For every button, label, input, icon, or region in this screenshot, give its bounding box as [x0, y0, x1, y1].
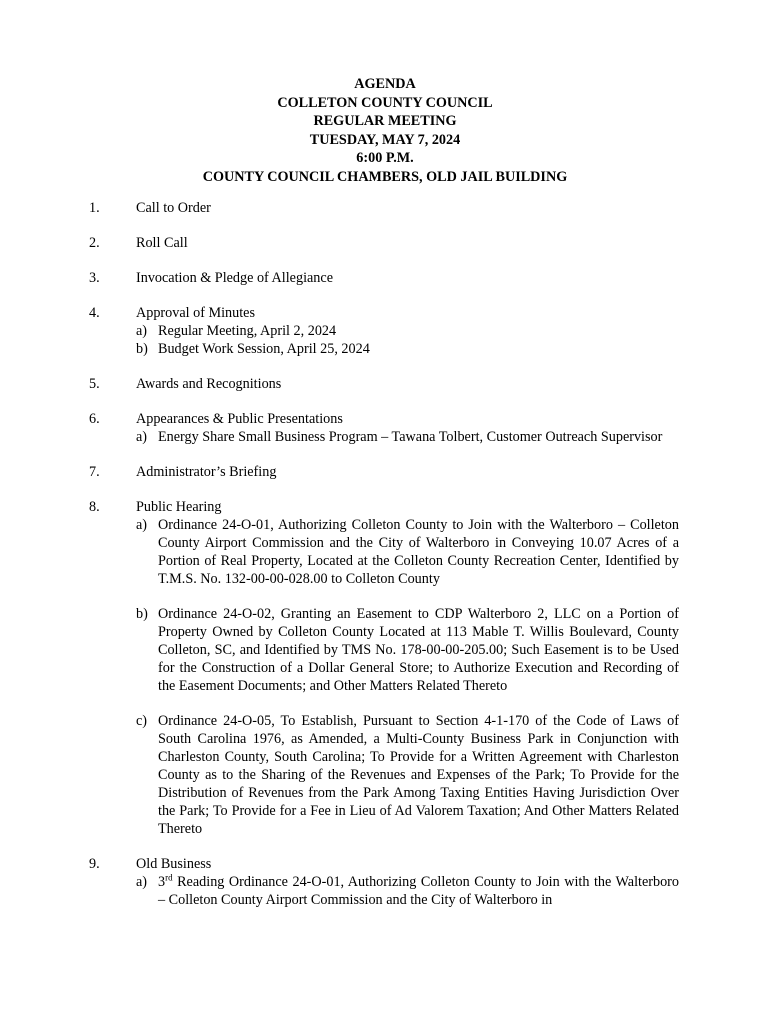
header-meeting-type: REGULAR MEETING [313, 113, 457, 129]
sub-item-letter: a) [136, 429, 148, 445]
sub-item-letter: a) [136, 874, 148, 890]
item-number: 3. [89, 270, 100, 286]
agenda-item-5 [0, 375, 770, 393]
agenda-item-4 [0, 304, 770, 358]
item-number: 5. [89, 376, 100, 392]
sub-item [136, 873, 679, 909]
header-time: 6:00 P.M. [356, 150, 414, 166]
item-title: Public Hearing [136, 499, 222, 515]
sub-item-letter: b) [136, 341, 148, 357]
agenda-item-2 [0, 234, 770, 252]
sub-item-letter: a) [136, 323, 148, 339]
item-number: 1. [89, 200, 100, 216]
ordinal-suffix: rd [165, 872, 173, 883]
sub-item [136, 605, 679, 695]
item-title: Call to Order [136, 200, 211, 216]
sub-item-text [158, 873, 679, 909]
sub-item-text: Regular Meeting, April 2, 2024 [158, 323, 337, 339]
header-title: AGENDA [354, 76, 416, 92]
header-date: TUESDAY, MAY 7, 2024 [309, 131, 461, 148]
sub-item [136, 516, 679, 588]
sub-item-text: Energy Share Small Business Program – Tawana Tolbert, Customer Outreach Supervisor [158, 429, 663, 445]
sub-item-text: Ordinance 24-O-05, To Establish, Pursuant to Section 4-1-170 of the Code of Laws of South Carolina 1976, as Amended, a Multi-County Business Park in Conjunction with Charleston County, South Carolina; To Provide for a Written Agreement with Charleston County as to the Sharing of the Revenues and Expenses of the Park; To Provide for the Distribution of Revenues from the Park Among Taxing Entities Having Jurisdiction Over the Park; To Provide for a Fee in Lieu of Ad Valorem Taxation; And Other Matters Related Thereto [158, 713, 679, 837]
agenda-item-7 [0, 463, 770, 481]
sub-item-letter: b) [136, 606, 148, 622]
item-title: Appearances & Public Presentations [136, 411, 343, 427]
agenda-item-1 [0, 199, 770, 217]
sub-item [136, 340, 679, 358]
agenda-item-6 [0, 410, 770, 446]
sub-item-text-body: Reading Ordinance 24-O-01, Authorizing Colleton County to Join with the Walterboro – Colleton County Airport Commission and the City of Walterboro in [158, 874, 679, 908]
sub-item-letter: c) [136, 713, 148, 729]
agenda-items [0, 199, 770, 926]
sub-item [136, 712, 679, 838]
item-title: Roll Call [136, 235, 188, 251]
item-title: Administrator’s Briefing [136, 464, 277, 480]
item-title: Approval of Minutes [136, 305, 256, 321]
header-council: COLLETON COUNTY COUNCIL [277, 94, 493, 111]
ordinal-number: 3 [158, 874, 166, 890]
item-title: Invocation & Pledge of Allegiance [136, 270, 333, 286]
sub-item [136, 322, 679, 340]
agenda-header [0, 75, 770, 186]
agenda-item-3 [0, 269, 770, 287]
item-number: 6. [89, 411, 100, 427]
sub-item-text: Budget Work Session, April 25, 2024 [158, 341, 370, 357]
agenda-item-9 [0, 855, 770, 909]
agenda-item-8 [0, 498, 770, 838]
item-number: 7. [89, 464, 100, 480]
item-title: Awards and Recognitions [136, 376, 282, 392]
item-number: 2. [89, 235, 100, 251]
header-location: COUNTY COUNCIL CHAMBERS, OLD JAIL BUILDING [202, 168, 568, 185]
sub-item-text: Ordinance 24-O-02, Granting an Easement to CDP Walterboro 2, LLC on a Portion of Property Owned by Colleton County Located at 113 Mable T. Willis Boulevard, County Colleton, SC, and Identified by TMS No. 178-00-00-205.00; Such Easement is to be Used for the Construction of a Dollar General Store; to Authorize Execution and Recording of the Easement Documents; and Other Matters Related Thereto [158, 606, 679, 694]
item-number: 8. [89, 499, 100, 515]
sub-item-letter: a) [136, 517, 148, 533]
item-number: 4. [89, 305, 100, 321]
item-number: 9. [89, 856, 100, 872]
sub-item-text: Ordinance 24-O-01, Authorizing Colleton County to Join with the Walterboro – Colleton County Airport Commission and the City of Walterboro in Conveying 10.07 Acres of a Portion of Real Property, Located at the Colleton County Recreation Center, Identified by T.M.S. No. 132-00-00-028.00 to Colleton County [158, 517, 679, 587]
sub-item [136, 428, 679, 446]
item-title: Old Business [136, 856, 212, 872]
